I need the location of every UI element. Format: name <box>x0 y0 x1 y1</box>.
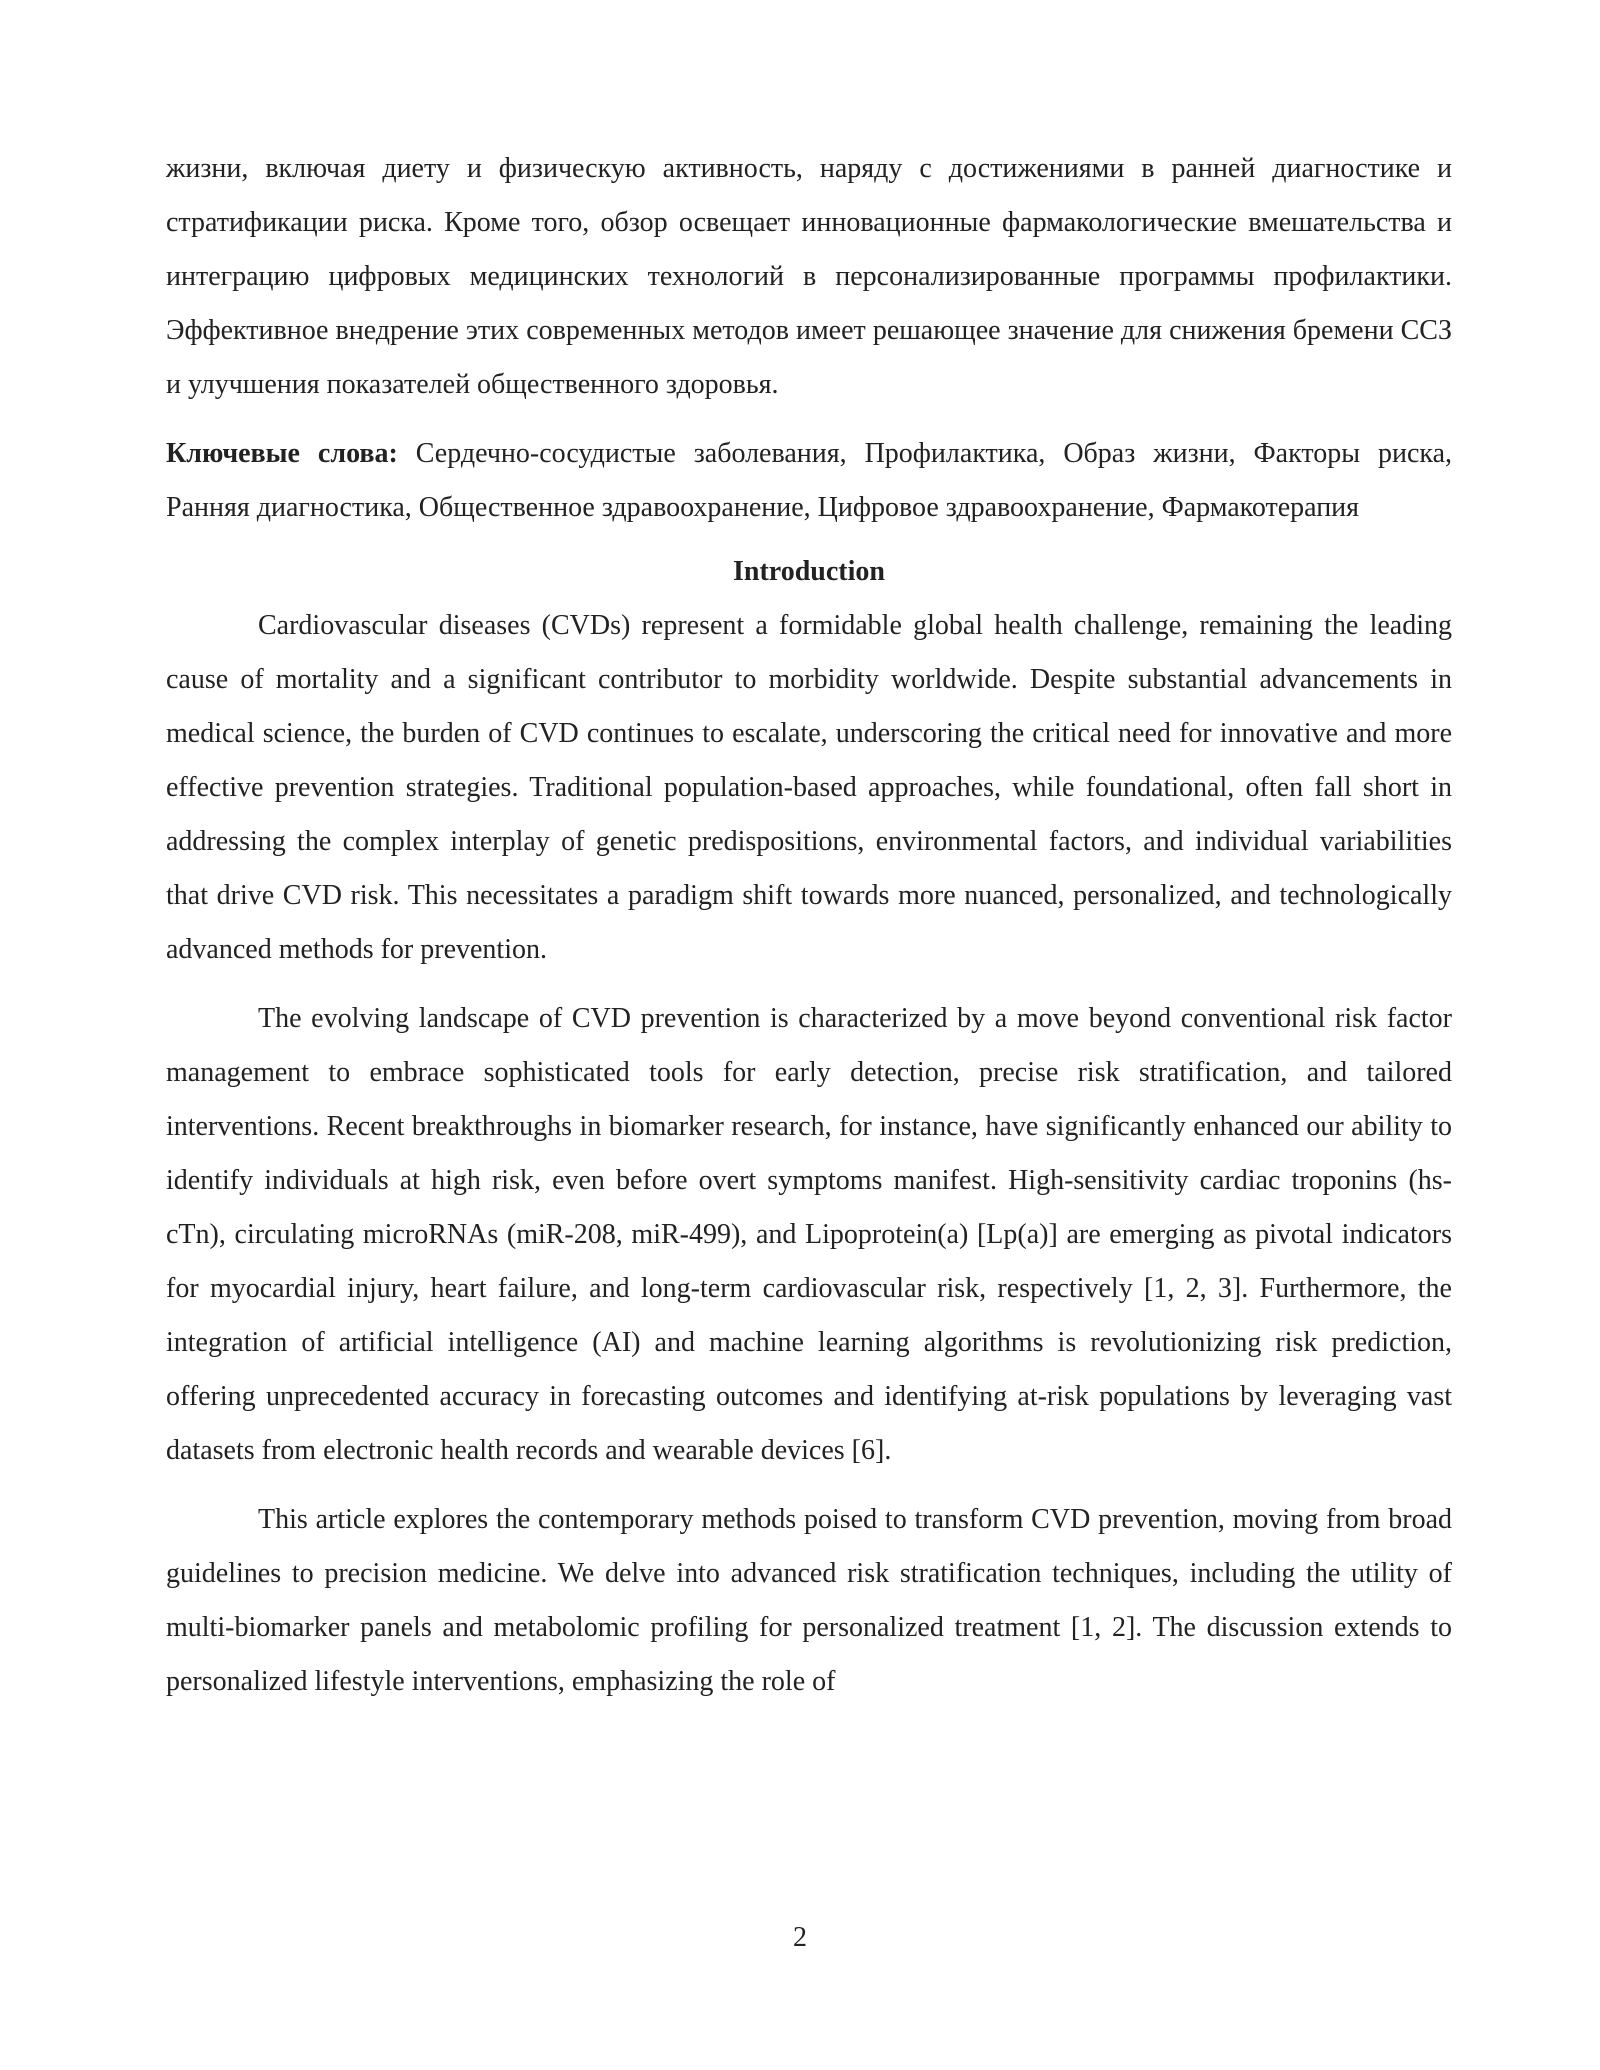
document-page <box>166 142 1452 1709</box>
keywords-text: Сердечно-сосудистые заболевания, Профилактика, Образ жизни, Факторы риска, Ранняя диагностика, Общественное здравоохранение, Цифровое здравоохранение, Фармакотерапия <box>166 438 1452 523</box>
page-number: 2 <box>793 1922 807 1953</box>
keywords-paragraph <box>166 427 1452 535</box>
intro-paragraph-2: The evolving landscape of CVD prevention is characterized by a move beyond conventional risk factor management to embrace sophisticated tools for early detection, precise risk stratification, and tailored interventions. Recent breakthroughs in biomarker research, for instance, have significantly enhanced our ability to identify individuals at high risk, even before overt symptoms manifest. High-sensitivity cardiac troponins (hs-cTn), circulating microRNAs (miR-208, miR-499), and Lipoprotein(a) [Lp(a)] are emerging as pivotal indicators for myocardial injury, heart failure, and long-term cardiovascular risk, respectively [1, 2, 3]. Furthermore, the integration of artificial intelligence (AI) and machine learning algorithms is revolutionizing risk prediction, offering unprecedented accuracy in forecasting outcomes and identifying at-risk populations by leveraging vast datasets from electronic health records and wearable devices [6]. <box>166 1003 1452 1466</box>
intro-paragraph-1: Cardiovascular diseases (CVDs) represent a formidable global health challenge, remaining the leading cause of mortality and a significant contributor to morbidity worldwide. Despite substantial advancements in medical science, the burden of CVD continues to escalate, underscoring the critical need for innovative and more effective prevention strategies. Traditional population-based approaches, while foundational, often fall short in addressing the complex interplay of genetic predispositions, environmental factors, and individual variabilities that drive CVD risk. This necessitates a paradigm shift towards more nuanced, personalized, and technologically advanced methods for prevention. <box>166 610 1452 965</box>
introduction-heading: Introduction <box>733 556 885 587</box>
keywords-label: Ключевые слова: <box>166 438 398 469</box>
abstract-continuation: жизни, включая диету и физическую активность, наряду с достижениями в ранней диагностике и стратификации риска. Кроме того, обзор освещает инновационные фармакологические вмешательства и интеграцию цифровых медицинских технологий в персонализированные программы профилактики. Эффективное внедрение этих современных методов имеет решающее значение для снижения бремени ССЗ и улучшения показателей общественного здоровья. <box>166 153 1452 400</box>
intro-paragraph-3: This article explores the contemporary methods poised to transform CVD prevention, moving from broad guidelines to precision medicine. We delve into advanced risk stratification techniques, including the utility of multi-biomarker panels and metabolomic profiling for personalized treatment [1, 2]. The discussion extends to personalized lifestyle interventions, emphasizing the role of <box>166 1504 1452 1697</box>
